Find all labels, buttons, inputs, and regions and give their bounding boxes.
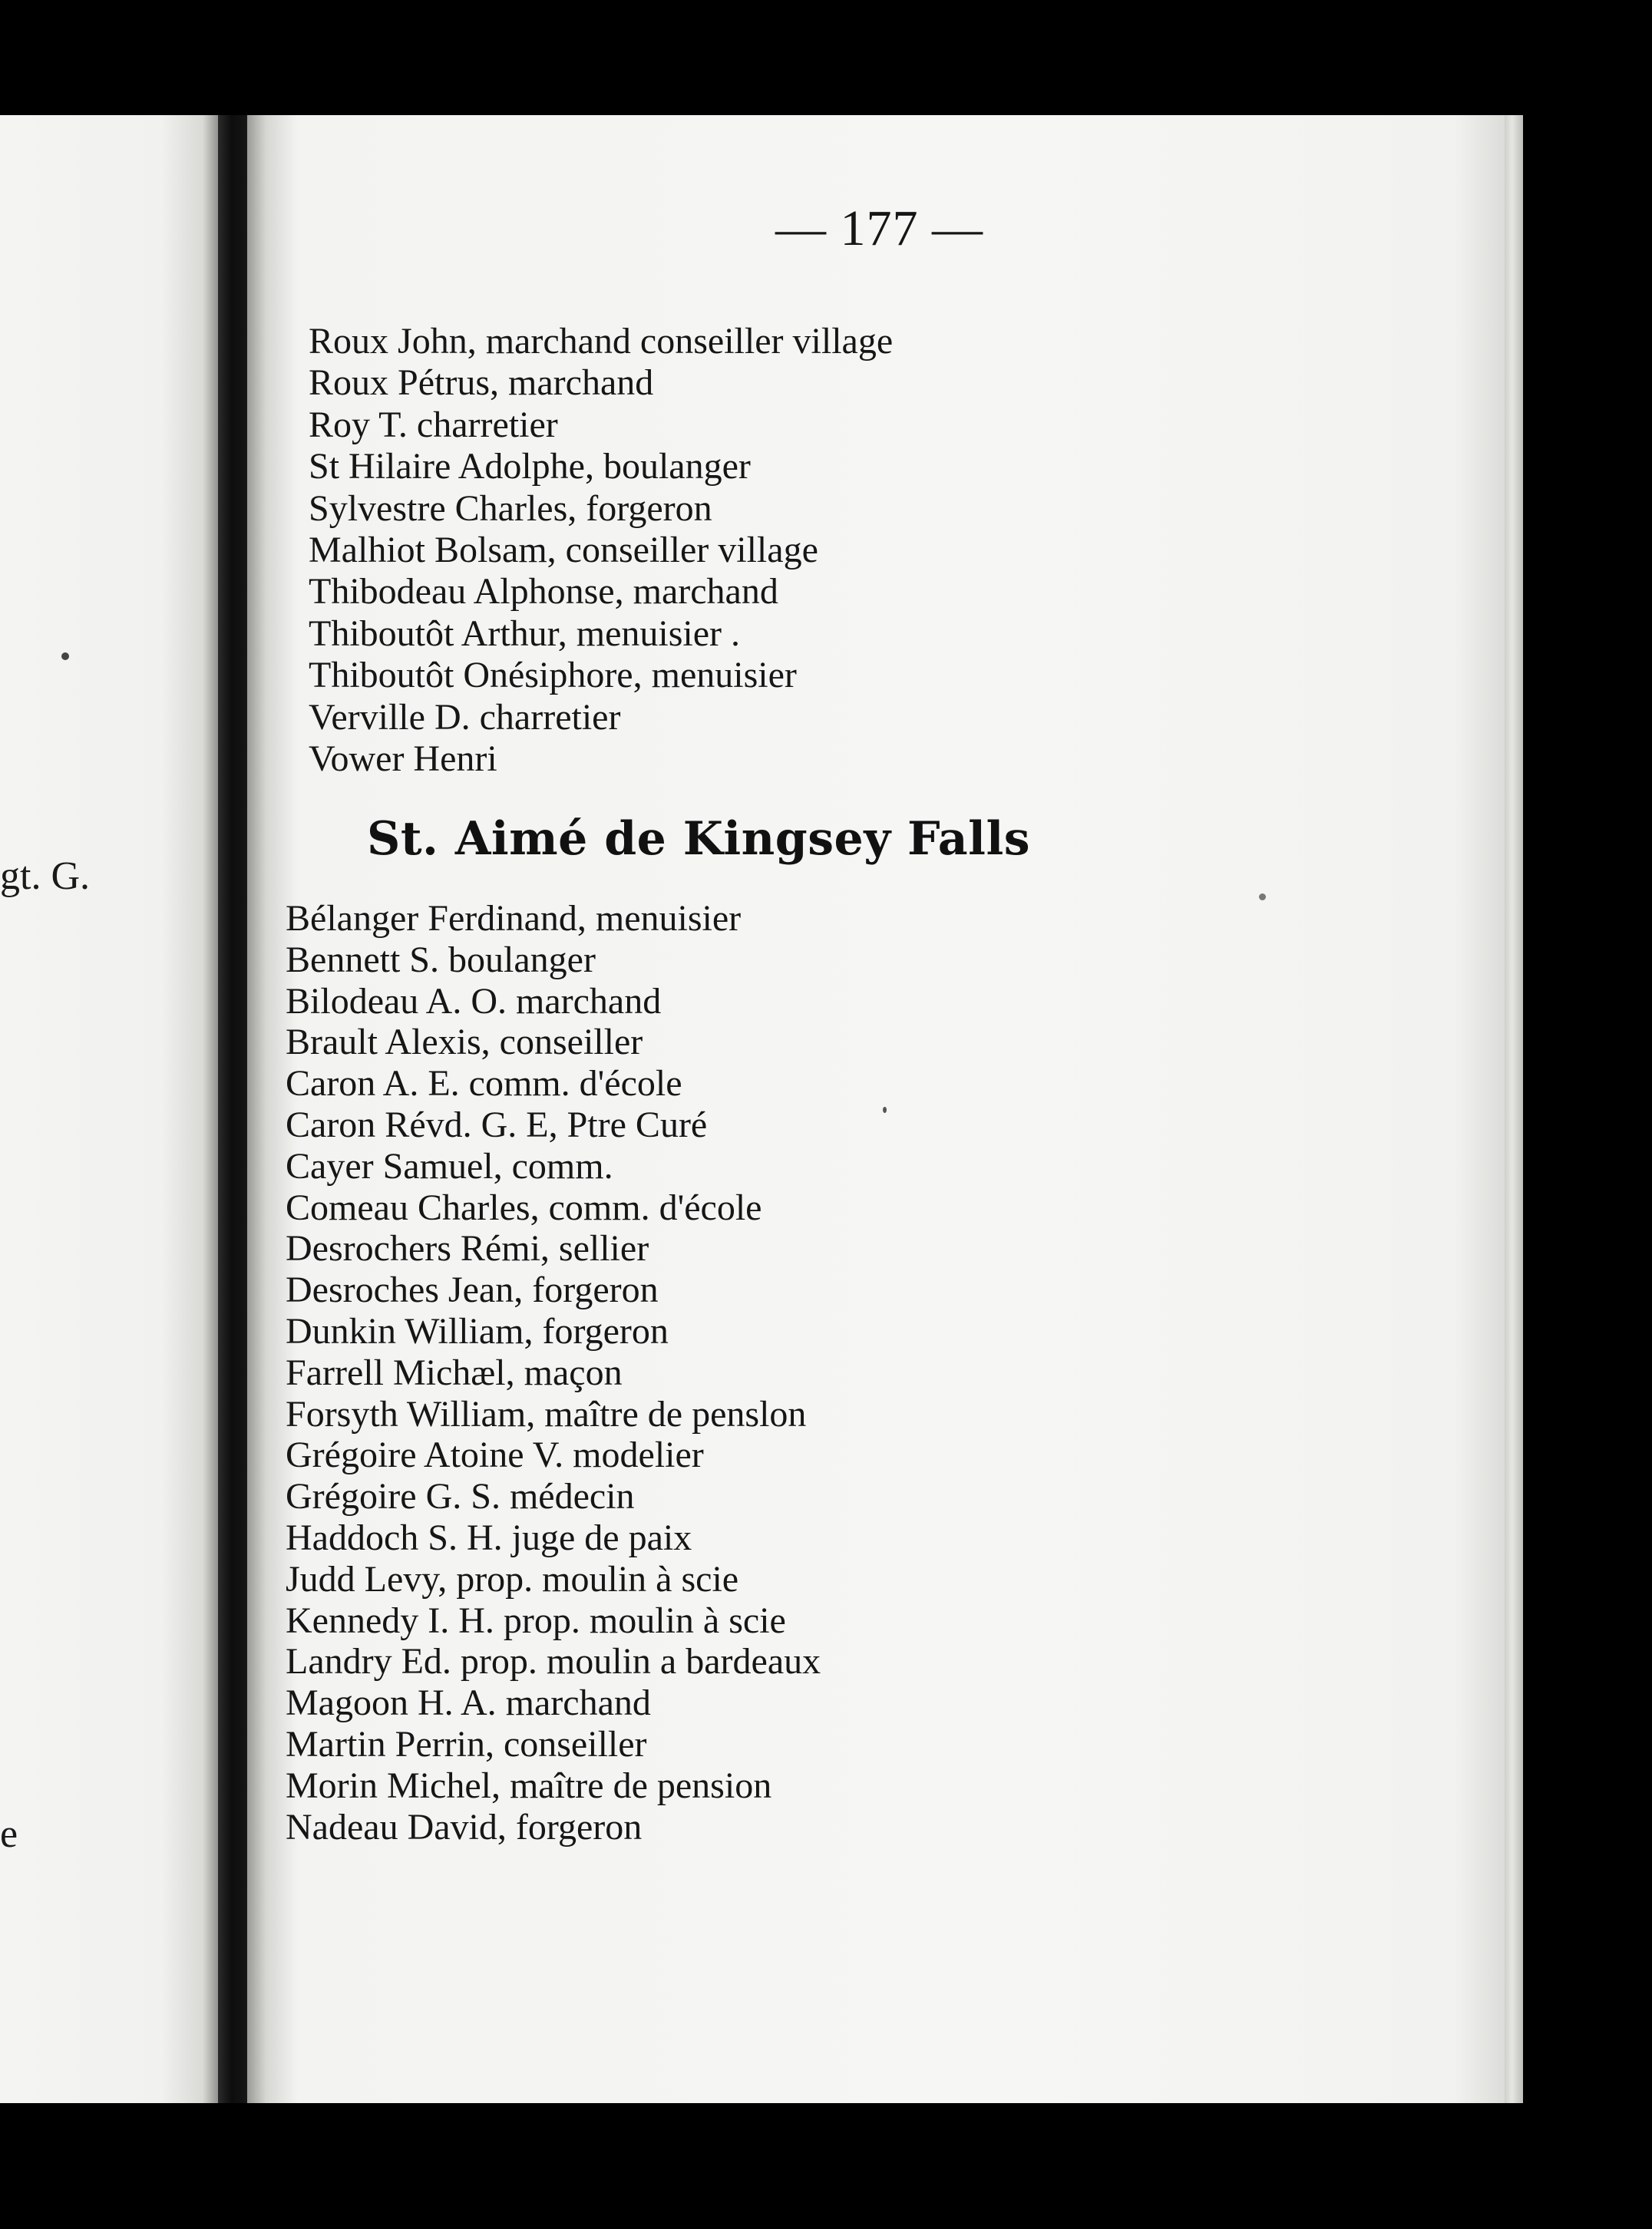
list-item: Caron Révd. G. E, Ptre Curé [286, 1104, 708, 1145]
ink-speck [1259, 893, 1266, 900]
list-item: Roux Pétrus, marchand [309, 362, 654, 404]
page-edge [1505, 115, 1523, 2103]
list-item: Brault Alexis, conseiller [286, 1022, 643, 1063]
list-item: Malhiot Bolsam, conseiller village [309, 529, 818, 570]
list-item: Roy T. charretier [309, 404, 558, 445]
list-item: Verville D. charretier [309, 696, 621, 738]
list-item: Bélanger Ferdinand, menuisier [286, 898, 742, 939]
list-item: Sylvestre Charles, forgeron [309, 487, 712, 529]
left-page-fragment: e [0, 1812, 18, 1856]
list-item: Grégoire G. S. médecin [286, 1476, 635, 1517]
list-item: Judd Levy, prop. moulin à scie [286, 1558, 739, 1600]
list-item: Thiboutôt Onésiphore, menuisier [309, 655, 797, 696]
left-page [0, 115, 230, 2103]
list-item: Cayer Samuel, comm. [286, 1145, 613, 1187]
list-item: Kennedy I. H. prop. moulin à scie [286, 1600, 786, 1641]
list-item: Dunkin William, forgeron [286, 1310, 669, 1352]
section-heading: St. Aimé de Kingsey Falls [367, 812, 1031, 866]
list-item: Thibodeau Alphonse, marchand [309, 571, 778, 613]
list-item: Martin Perrin, conseiller [286, 1723, 647, 1765]
list-item: Vower Henri [309, 738, 497, 779]
directory-list-kingsey-falls [286, 898, 821, 1848]
list-item: Bilodeau A. O. marchand [286, 980, 662, 1022]
list-item: Desroches Jean, forgeron [286, 1270, 659, 1311]
directory-list-previous-section [309, 321, 893, 780]
ink-speck [61, 652, 69, 660]
list-item: Caron A. E. comm. d'école [286, 1063, 682, 1105]
list-item: Comeau Charles, comm. d'école [286, 1187, 762, 1228]
list-item: Forsyth William, maître de penslon [286, 1393, 807, 1435]
ink-speck [883, 1107, 887, 1113]
page-number: — 177 — [775, 200, 983, 256]
list-item: Farrell Michæl, maçon [286, 1352, 623, 1393]
left-page-fragment: gt. G. [0, 854, 90, 898]
list-item: Magoon H. A. marchand [286, 1682, 651, 1724]
list-item: Bennett S. boulanger [286, 939, 596, 980]
list-item: Grégoire Atoine V. modelier [286, 1435, 704, 1476]
list-item: Thiboutôt Arthur, menuisier . [309, 613, 741, 654]
list-item: Landry Ed. prop. moulin a bardeaux [286, 1641, 821, 1682]
list-item: Morin Michel, maître de pension [286, 1765, 772, 1806]
list-item: St Hilaire Adolphe, boulanger [309, 446, 751, 487]
list-item: Haddoch S. H. juge de paix [286, 1517, 692, 1558]
list-item: Nadeau David, forgeron [286, 1806, 643, 1848]
list-item: Roux John, marchand conseiller village [309, 321, 894, 362]
list-item: Desrochers Rémi, sellier [286, 1228, 649, 1270]
